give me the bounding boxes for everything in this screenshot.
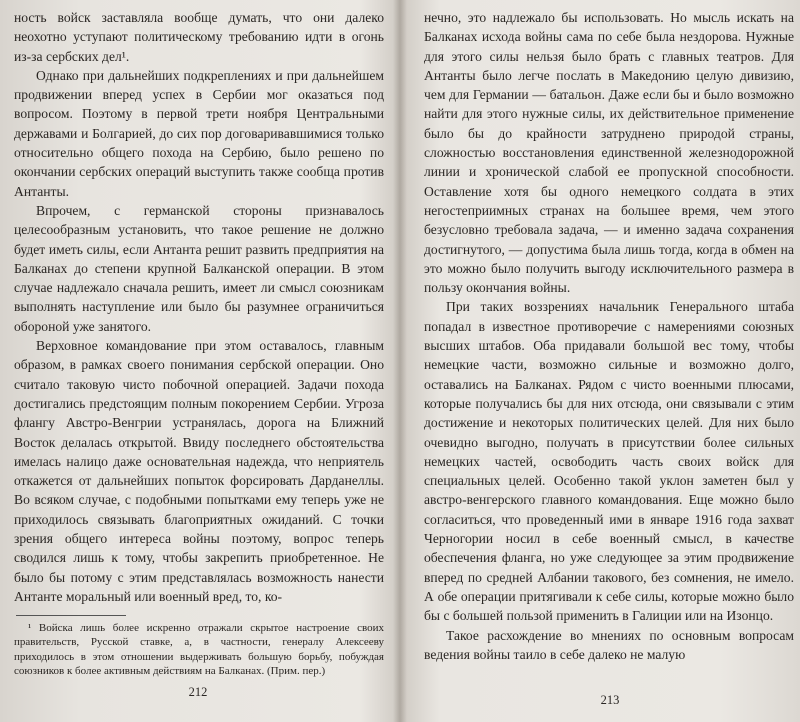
left-paragraph-3: Впрочем, с германской стороны признавалось целесообразным установить, что такое решение не должно будет иметь силы, если Антанта решит развить предприятия на Балканах до степени крупной Балканской операции. В этом случае надлежало сначала решить, имеет ли смысл союзникам выполнять наступление или было бы разумнее ограничиться обороной уже занятого. [14,202,384,334]
page-number-left: 212 [188,685,208,699]
right-paragraph-3: Такое расхождение во мнениях по основным вопросам ведения войны таило в себе далеко не малую [424,627,794,662]
left-page [14,8,384,678]
left-paragraph-1: ность войск заставляла вообще думать, что они далеко неохотно уступают политическому требованию идти в огонь из-за сербских дел¹. [14,10,384,64]
page-number-right: 213 [600,693,620,707]
footnote: ¹ Войска лишь более искренно отражали скрытое настроение своих правительств, Русской ставке, а, в частности, генералу Алексееву приходилось в этом отношении выдерживать большую борьбу, побуждая союзников к более активным действиям на Балканах. (Прим. пер.) [14,622,384,677]
left-paragraph-2: Однако при дальнейших подкреплениях и при дальнейшем продвижении вперед успех в Сербии мог оказаться под вопросом. Поэтому в первой трети ноября Центральными державами и Болгарией, до сих пор договаривавшимися только относительно общего похода на Сербию, было решено по окончании сербских операций выступить также сообща против Антанты. [14,67,384,199]
footnote-divider [16,615,126,616]
right-page [424,8,794,664]
right-paragraph-1: нечно, это надлежало бы использовать. Но мысль искать на Балканах исхода войны сама по себе была нездорова. Нужные для этого силы нельзя было брать с главных театров. Для Антанты было легче послать в Македонию целую дивизию, чем для Германии — батальон. Даже если бы и было возможно найти для этого нужные силы, их действительное применение было бы до крайности затруднено природой страны, сложностью восстановления единственной железнодорожной линии и хронической слабой ее пропускной способности. Оставление хотя бы одного немецкого солдата в этих негостеприимных странах на большее время, чем этого безусловно требовала задача, — и именно задача сохранения достигнутого, — допустима была лишь тогда, когда в обмен на это можно было получить выгоду исключительного размера в пользу окончания войны. [424,10,794,296]
book-gutter [393,0,407,722]
left-paragraph-4: Верховное командование при этом оставалось, главным образом, в рамках своего понимания сербской операции. Оно считало таковую чисто побочной операцией. Задачи похода достигались предстоящим полным покорением Сербии. Угроза флангу Австро-Венгрии устранялась, дорога на Ближний Восток делалась открытой. Ввиду последнего обстоятельства имелась налицо даже основательная надежда, что неприятель откажется от дальнейших попыток форсировать Дарданеллы. Во всяком случае, с подобными попытками ему теперь уже не приходилось связывать благоприятных ожиданий. С точки зрения общего интереса войны поэтому, вопрос теперь сводился лишь к тому, чтобы закрепить приобретенное. Не было бы потому с этим представлялась возможность нанести Антанте моральный или военный вред, то, ко- [14,338,384,604]
right-paragraph-2: При таких воззрениях начальник Генерального штаба попадал в известное противоречие с намерениями союзных высших штабов. Оба придавали большой вес тому, чтобы немецкие части, возможно сильные и возможно долго, оставались на Балканах. Рядом с чисто военными плюсами, которые получались бы для них отсюда, они связывали с этим достижение и некоторых политических целей. Для них было очевидно выгодно, получать в присутствии более сильных немецких частей, освободить часть своих войск для специальных целей. Особенно такой уклон заметен был у австро-венгерского главного командования. Еще можно было согласиться, что проведенный ими в январе 1916 года захват Черногории носил в себе военный смысл, в качестве обеспечения фланга, но уже следующее за этим продвижение вперед по средней Албании такового, без сомнения, не имело. А обе операции притягивали к себе силы, которые можно было бы с большей пользой применить в Галиции или на Изонцо. [424,299,794,624]
